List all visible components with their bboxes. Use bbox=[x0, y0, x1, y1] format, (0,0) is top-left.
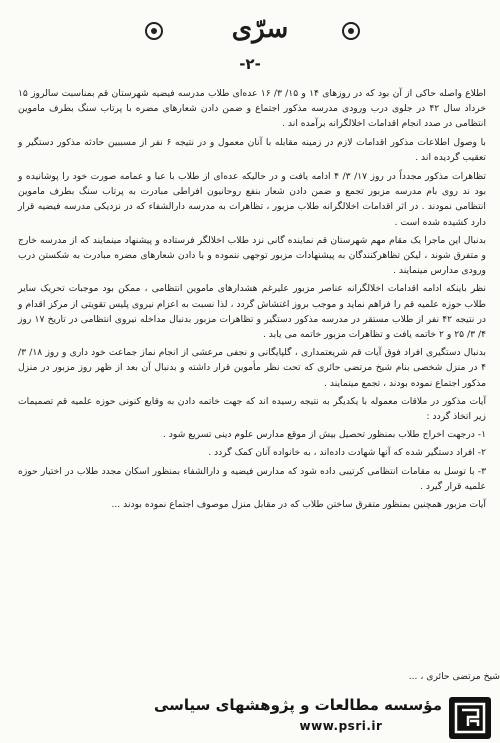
paragraph: آیات مذکور در ملاقات معموله با یکدیگر به نتیجه رسیده اند که جهت خاتمه دادن به وقایع کنونی حوزه علمیه قم تصمیمات زیر اتخاذ گردد : bbox=[18, 395, 486, 423]
paragraph: با وصول اطلاعات مذکور اقدامات لازم در زمینه مقابله با آنان معمول و در نتیجه ۶ نفر از مسببین حادثه مذکور دستگیر و تعقیب گردیده اند . bbox=[18, 136, 486, 163]
website-url: www.psri.ir bbox=[299, 719, 383, 733]
signature-line: شیخ مرتضی حائری ، ... bbox=[408, 671, 500, 682]
paragraph: بدنبال این ماجرا یک مقام مهم شهرستان قم نماینده گانی نزد طلاب اخلالگر فرستاده و پیشنهاد مینمایند که از مدرسه خارج و متفرق شوند ، لیکن تظاهرکنندگان به پیشنهادات مزبور توجهی ننموده و با دادن شعارهای مضره مبادرت به شکستن درب ورودی مدارس مینمایند . bbox=[18, 234, 486, 277]
list-item: ۳- با توسل به مقامات انتظامی کرتیبی داده شود که مدارس فیضیه و دارالشفاء بمنظور اسکان مجدد طلاب در اختیار حوزه علمیه قرار گیرد . bbox=[18, 465, 486, 492]
paragraph: تظاهرات مذکور مجدداً در روز ۱۷/ ۳/ ۴ ادامه یافت و در حالیکه عده‌ای از طلاب با عبا و عمامه صورت خود را پوشانیده و بود ند روی بام مدرسه مزبور تجمع و ضمن دادن شعار بنفع روحانیون افراطی مبادرت به پرتاب سنگ بطرف ماموین انتظامی نمودند . در اثر اقدامات اخلالگرانه طلاب مزبور ، تظاهرات به مدرسه دارالشفاء که در نزدیکی مدرسه فیضیه قرار دارد کشیده شده است . bbox=[18, 171, 486, 228]
paragraph: نظر باینکه ادامه اقدامات اخلالگرانه عناصر مزبور علیرغم هشدارهای ماموین انتظامی ، ممکن بود موجبات تحریک سایر طلاب حوزه علمیه قم را فراهم نماید و موجب بروز اغتشاش گردد ، لذا نسبت به اعزام نیروی پلیس تقویتی از مرکز اقدام و در نتیجه ۴۲ نفر از طلاب مستقر در مدرسه مذکور دستگیر و تظاهرات مزبور بدنبال مداخله نیروی انتظامی در تاریخ ۱۷ روز ۴/ ۳/ ۲۵ و ۲ خاتمه یافت و تظاهرات مزبور خاتمه می یابد . bbox=[18, 283, 486, 341]
document-body bbox=[18, 86, 486, 515]
page-number: -۲- bbox=[239, 55, 261, 73]
institute-name: مؤسسه مطالعات و پژوهشهای سیاسی bbox=[153, 696, 442, 714]
psri-logo-icon bbox=[449, 697, 491, 739]
classification-title: سرّی bbox=[231, 14, 289, 44]
document-header bbox=[0, 14, 500, 50]
ornament-icon bbox=[145, 22, 163, 40]
paragraph: آیات مزبور همچنین بمنظور متفرق ساختن طلاب که در مقابل منزل موصوف اجتماع نموده بودند ... bbox=[111, 499, 486, 511]
list-item: ۲- افراد دستگیر شده که آنها شهادت داده‌اند ، به خانواده آنان کمک گردد . bbox=[208, 447, 486, 459]
paragraph: بدنبال دستگیری افراد فوق آیات قم شریعتمداری ، گلپایگانی و نجفی مرعشی از انجام نماز جماعت خود داری و روز ۱۸/ ۳/ ۴ در منزل شخصی بنام شیخ مرتضی حائری که تحت نظر مأموین قرار داشته و بدنبال آن بعد از ظهر روز مزبور در منزل مذکور اجتماع نموده بودند ، تجمع مینمایند . bbox=[18, 347, 486, 389]
ornament-icon bbox=[342, 22, 360, 40]
list-item: ۱- درجهت اخراج طلاب بمنظور تحصیل بیش از موقع مدارس علوم دینی تسریع شود . bbox=[162, 429, 486, 441]
paragraph: اطلاع واصله حاکی از آن بود که در روزهای ۱۴ و ۱۵/ ۳/ ۱۶ عده‌ای طلاب مدرسه فیضیه شهرستان قم بمناسبت سالروز ۱۵ خرداد سال ۴۲ در جلوی درب ورودی مدرسه مذکور اجتماع و ضمن دادن شعارهای مضره با پرتاب سنگ بطرف ماموین انتظامی در صدد انجام اقدامات اخلالگرانه برآمده اند . bbox=[18, 88, 487, 130]
